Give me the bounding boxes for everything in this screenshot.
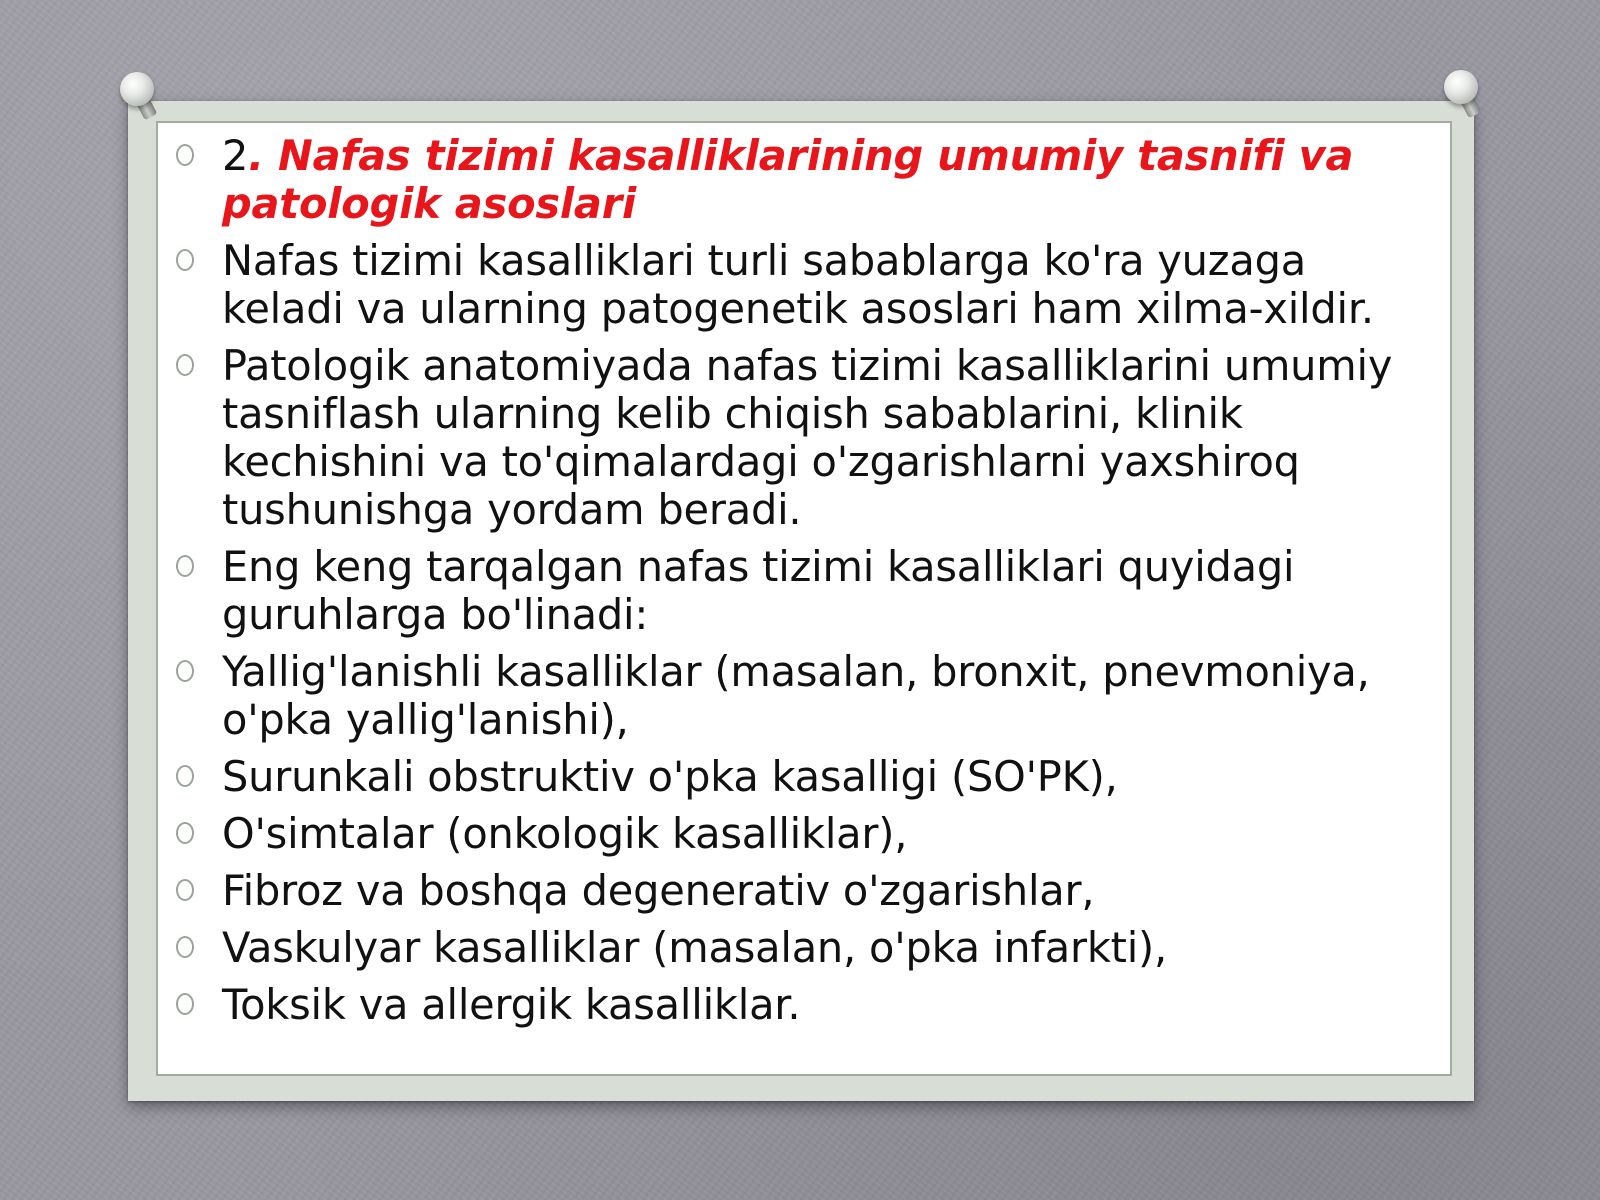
bullet-icon <box>176 144 194 166</box>
slide-content <box>176 132 1426 1038</box>
push-pin-right-icon <box>1436 66 1490 120</box>
list-item <box>176 810 1426 858</box>
list-item <box>176 648 1426 744</box>
list-item <box>176 924 1426 972</box>
push-pin-left-icon <box>112 68 166 122</box>
heading-number: 2 <box>222 131 249 180</box>
list-item-text: O'simtalar (onkologik kasalliklar), <box>222 809 908 858</box>
list-item-text: Nafas tizimi kasalliklari turli sabablarga ko'ra yuzaga keladi va ularning patogenetik asoslari ham xilma-xildir. <box>222 236 1374 333</box>
list-item-text: Surunkali obstruktiv o'pka kasalligi (SO'PK), <box>222 752 1118 801</box>
list-item-text: Eng keng tarqalgan nafas tizimi kasalliklari quyidagi guruhlarga bo'linadi: <box>222 542 1295 639</box>
bullet-icon <box>176 660 194 682</box>
list-item-text: Vaskulyar kasalliklar (masalan, o'pka infarkti), <box>222 923 1168 972</box>
list-item <box>176 543 1426 639</box>
bullet-icon <box>176 936 194 958</box>
bullet-icon <box>176 555 194 577</box>
list-item-text: Yallig'lanishli kasalliklar (masalan, bronxit, pnevmoniya, o'pka yallig'lanishi), <box>222 647 1370 744</box>
bullet-icon <box>176 765 194 787</box>
bullet-icon <box>176 249 194 271</box>
bullet-icon <box>176 822 194 844</box>
list-item-text: Fibroz va boshqa degenerativ o'zgarishlar, <box>222 866 1095 915</box>
list-item-text: Toksik va allergik kasalliklar. <box>222 980 801 1029</box>
list-item <box>176 867 1426 915</box>
list-item <box>176 237 1426 333</box>
slide-heading <box>176 132 1426 228</box>
heading-title: . Nafas tizimi kasalliklarining umumiy tasnifi va patologik asoslari <box>222 131 1354 228</box>
bullet-icon <box>176 354 194 376</box>
list-item <box>176 981 1426 1029</box>
bullet-icon <box>176 993 194 1015</box>
list-item-text: Patologik anatomiyada nafas tizimi kasalliklarini umumiy tasniflash ularning kelib chiqish sabablarini, klinik kechishini va to'qimalardagi o'zgarishlarni yaxshiroq tushunishga yordam beradi. <box>222 341 1393 534</box>
list-item <box>176 342 1426 534</box>
bullet-icon <box>176 879 194 901</box>
list-item <box>176 753 1426 801</box>
